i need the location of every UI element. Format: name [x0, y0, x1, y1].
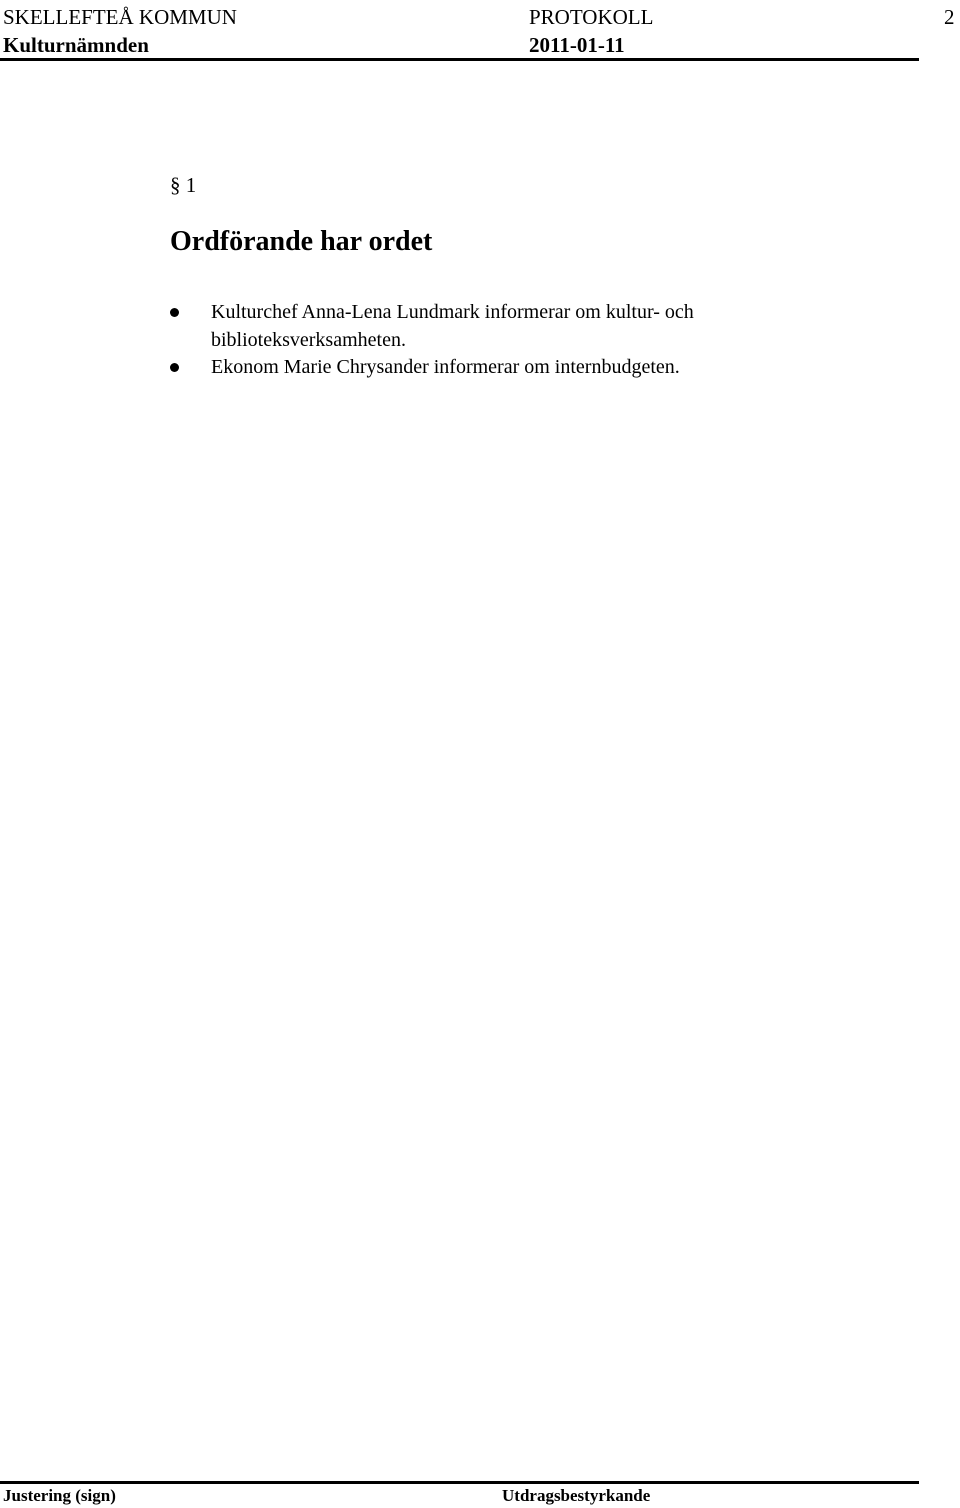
footer-signature-label: Justering (sign) — [3, 1486, 116, 1505]
footer-certification-label: Utdragsbestyrkande — [502, 1486, 651, 1505]
footer-rule — [0, 1481, 919, 1484]
municipality-name: SKELLEFTEÅ KOMMUN — [3, 5, 237, 29]
bullet-icon — [170, 363, 179, 372]
header-rule — [0, 58, 919, 61]
list-item-text: Ekonom Marie Chrysander informerar om internbudgeten. — [211, 356, 680, 378]
list-item — [170, 354, 890, 382]
list-item — [170, 299, 890, 354]
bullet-icon — [170, 308, 179, 317]
paragraph-number: § 1 — [170, 173, 197, 197]
bullet-list — [170, 299, 890, 382]
page-number: 2 — [944, 5, 955, 29]
list-item-text: Kulturchef Anna-Lena Lundmark informerar om kultur- och biblioteksverksamheten. — [211, 301, 694, 351]
committee-name: Kulturnämnden — [3, 33, 149, 57]
section-title: Ordförande har ordet — [170, 226, 433, 257]
document-type: PROTOKOLL — [529, 5, 654, 29]
meeting-date: 2011-01-11 — [529, 33, 625, 57]
